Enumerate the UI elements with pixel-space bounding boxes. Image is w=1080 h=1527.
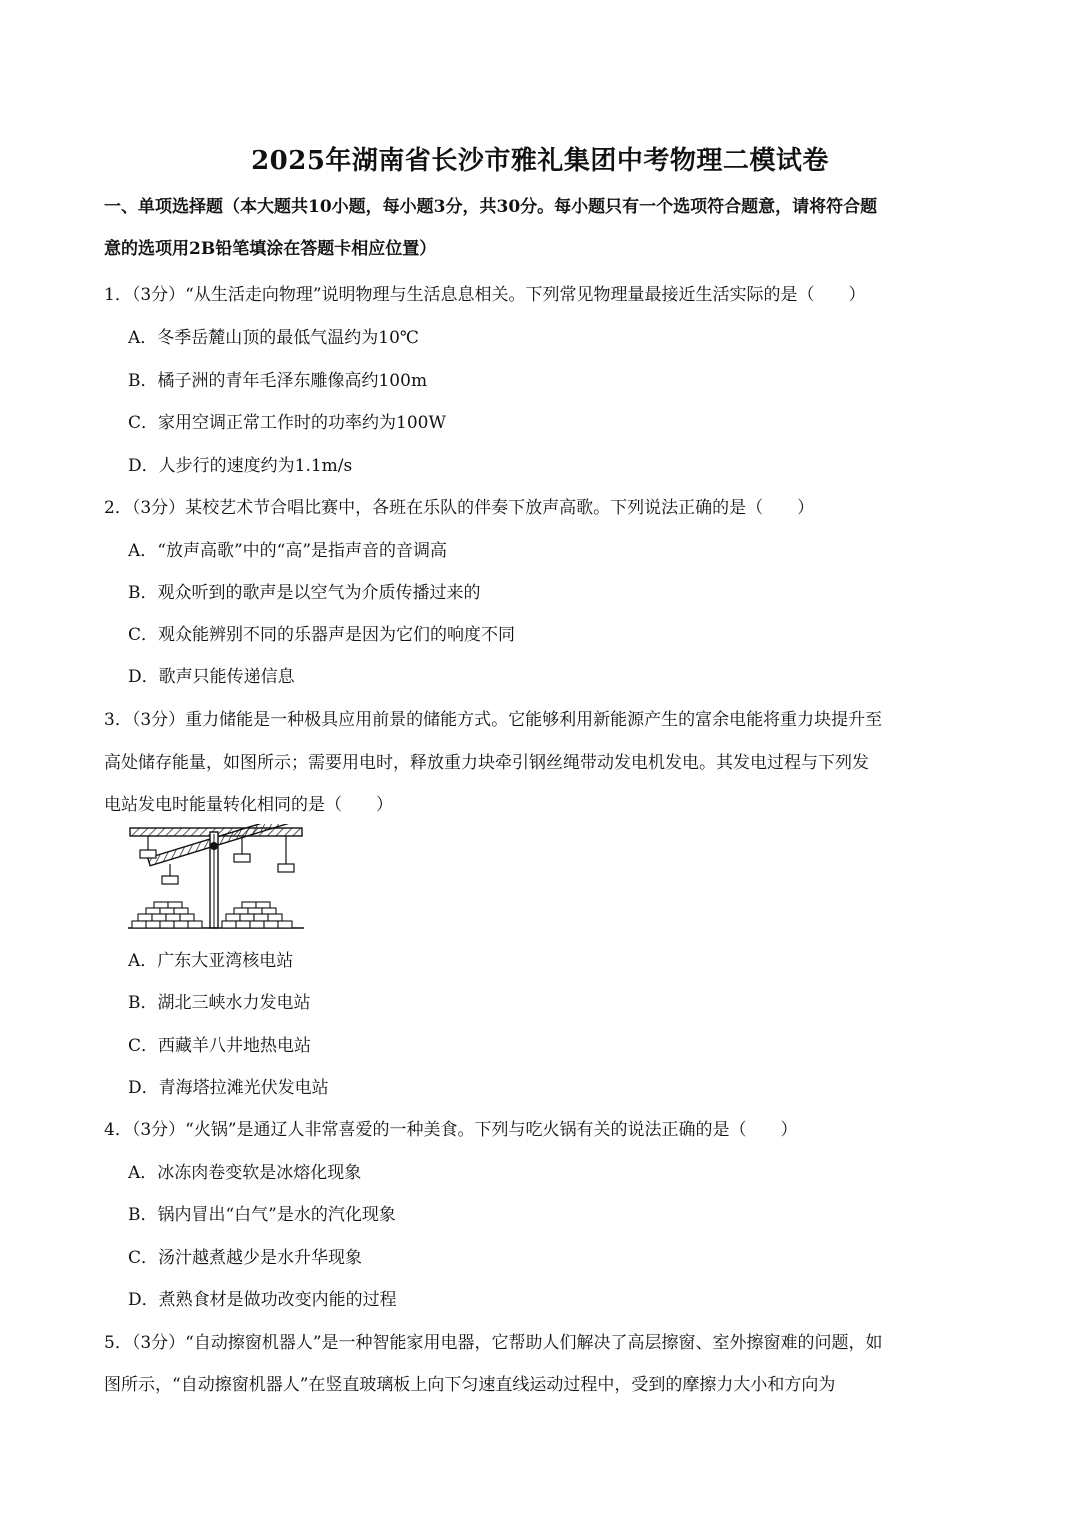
question-2-option-b: B．观众听到的歌声是以空气为介质传播过来的 xyxy=(128,583,481,603)
question-3-stem-line-2: 高处储存能量，如图所示；需要用电时，释放重力块牵引钢丝绳带动发电机发电。其发电过程与下列发 xyxy=(104,753,869,773)
question-3-option-a: A．广东大亚湾核电站 xyxy=(128,951,294,971)
question-1-option-d: D．人步行的速度约为1.1m/s xyxy=(128,456,353,476)
question-5-stem-line-2: 图所示，“自动擦窗机器人”在竖直玻璃板上向下匀速直线运动过程中，受到的摩擦力大小和方向为 xyxy=(104,1375,836,1395)
question-4-stem: 4．（3分）“火锅”是通辽人非常喜爱的一种美食。下列与吃火锅有关的说法正确的是（ ） xyxy=(104,1120,798,1140)
right-brick-pile xyxy=(222,902,292,928)
question-1-option-b: B．橘子洲的青年毛泽东雕像高约100m xyxy=(128,371,428,391)
question-2-stem: 2．（3分）某校艺术节合唱比赛中，各班在乐队的伴奏下放声高歌。下列说法正确的是（ ） xyxy=(104,498,815,518)
question-2-option-d: D．歌声只能传递信息 xyxy=(128,667,295,687)
question-2-option-a: A．“放声高歌”中的“高”是指声音的音调高 xyxy=(128,541,448,561)
left-brick-pile xyxy=(132,902,202,928)
question-2-option-c: C．观众能辨别不同的乐器声是因为它们的响度不同 xyxy=(128,625,516,645)
crane-pivot xyxy=(210,842,218,850)
question-5-stem-line-1: 5．（3分）“自动擦窗机器人”是一种智能家用电器，它帮助人们解决了高层擦窗、室外擦窗难的问题，如 xyxy=(104,1333,883,1353)
question-1-stem: 1．（3分）“从生活走向物理”说明物理与生活息息相关。下列常见物理量最接近生活实际的是（ ） xyxy=(104,285,866,305)
weight-block xyxy=(140,850,156,858)
section-line: 一、单项选择题（本大题共10小题，每小题3分，共30分。每小题只有一个选项符合题意，请将符合题 xyxy=(104,197,878,217)
section-line: 意的选项用2B铅笔填涂在答题卡相应位置） xyxy=(104,239,437,259)
question-1-option-c: C．家用空调正常工作时的功率约为100W xyxy=(128,413,446,433)
question-1-option-a: A．冬季岳麓山顶的最低气温约为10℃ xyxy=(128,328,419,348)
weight-block xyxy=(278,864,294,872)
exam-title: 2025年湖南省长沙市雅礼集团中考物理二模试卷 xyxy=(251,146,829,176)
question-4-option-d: D．煮熟食材是做功改变内能的过程 xyxy=(128,1290,397,1310)
section-instructions xyxy=(104,186,984,270)
weight-block xyxy=(162,876,178,884)
question-3-option-c: C．西藏羊八井地热电站 xyxy=(128,1036,312,1056)
question-3-stem-line-1: 3．（3分）重力储能是一种极具应用前景的储能方式。它能够利用新能源产生的富余电能将重力块提升至 xyxy=(104,710,883,730)
question-4-option-a: A．冰冻肉卷变软是冰熔化现象 xyxy=(128,1163,362,1183)
gravity-storage-crane-figure xyxy=(126,824,306,932)
question-3-stem-line-3: 电站发电时能量转化相同的是（ ） xyxy=(104,795,393,815)
question-4-option-c: C．汤汁越煮越少是水升华现象 xyxy=(128,1248,363,1268)
question-3-option-d: D．青海塔拉滩光伏发电站 xyxy=(128,1078,329,1098)
question-4-option-b: B．锅内冒出“白气”是水的汽化现象 xyxy=(128,1205,396,1225)
weight-block xyxy=(234,854,250,862)
question-3-option-b: B．湖北三峡水力发电站 xyxy=(128,993,311,1013)
